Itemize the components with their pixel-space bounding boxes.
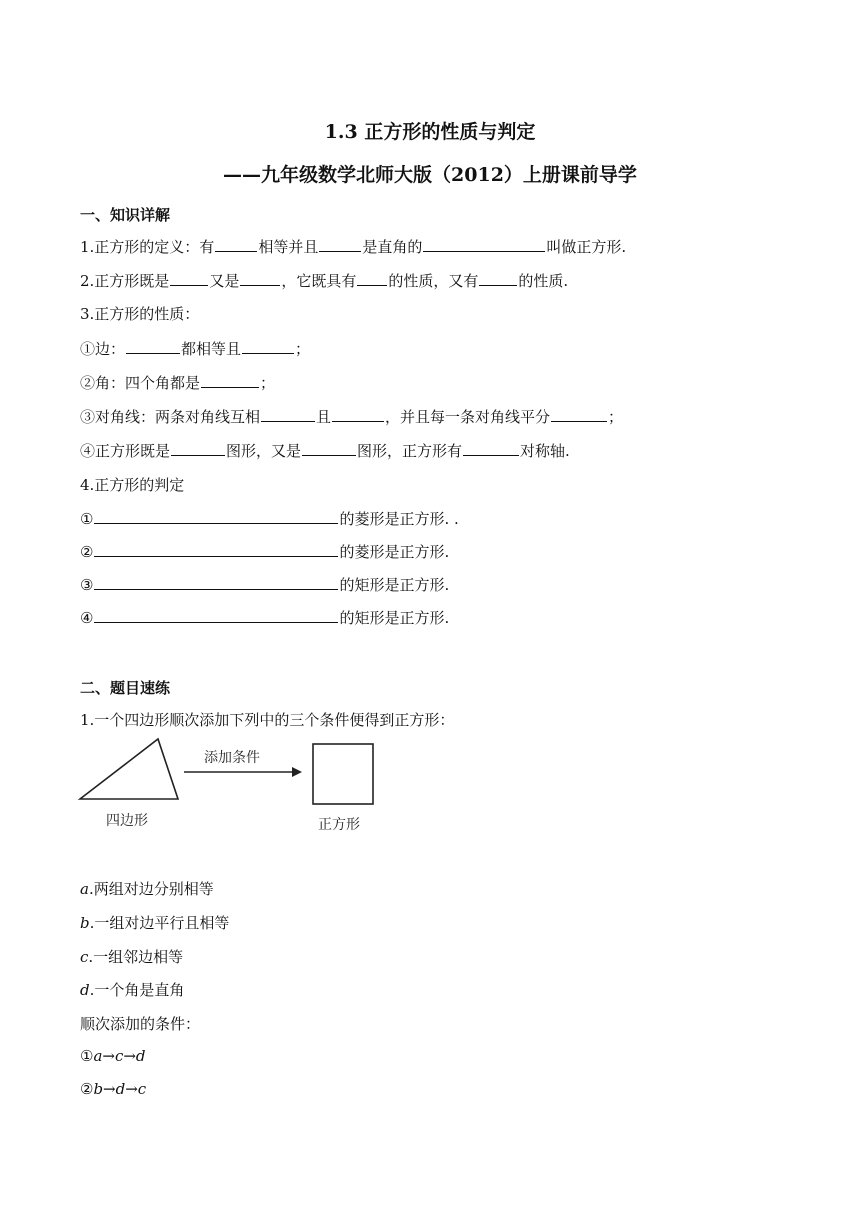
order-item: ②b→d→c bbox=[80, 1080, 147, 1098]
property-edge: ①边： 都相等且 ； bbox=[80, 340, 311, 358]
criteria-item: ② 的菱形是正方形. bbox=[80, 543, 450, 561]
criteria-heading: 4.正方形的判定 bbox=[80, 476, 185, 494]
order-heading: 顺次添加的条件： bbox=[80, 1015, 201, 1033]
quadrilateral-to-square-figure bbox=[76, 735, 386, 840]
answer-blank[interactable] bbox=[302, 441, 356, 456]
property-diagonal: ③对角线：两条对角线互相 且 ，并且每一条对角线平分 ； bbox=[80, 408, 624, 426]
option-d: d.一个角是直角 bbox=[80, 981, 185, 999]
answer-blank[interactable] bbox=[94, 509, 338, 524]
option-a: a.两组对边分别相等 bbox=[80, 880, 214, 898]
answer-blank[interactable] bbox=[479, 271, 517, 286]
section-heading-knowledge: 一、知识详解 bbox=[80, 206, 171, 224]
square-shape bbox=[313, 744, 373, 804]
quadrilateral-shape bbox=[80, 739, 178, 799]
practice-question: 1.一个四边形顺次添加下列中的三个条件便得到正方形： bbox=[80, 711, 455, 729]
answer-blank[interactable] bbox=[201, 373, 259, 388]
answer-blank[interactable] bbox=[319, 237, 361, 252]
answer-blank[interactable] bbox=[171, 441, 225, 456]
option-b: b.一组对边平行且相等 bbox=[80, 914, 230, 932]
order-item: ①a→c→d bbox=[80, 1047, 146, 1065]
answer-blank[interactable] bbox=[242, 339, 294, 354]
page-title: 1.3 正方形的性质与判定 bbox=[324, 121, 536, 143]
option-c: c.一组邻边相等 bbox=[80, 948, 184, 966]
answer-blank[interactable] bbox=[261, 407, 315, 422]
page-subtitle: ——九年级数学北师大版（2012）上册课前导学 bbox=[223, 164, 637, 186]
criteria-item: ③ 的矩形是正方形. bbox=[80, 576, 450, 594]
property-symmetry: ④正方形既是 图形，又是 图形，正方形有 对称轴. bbox=[80, 442, 570, 460]
criteria-item: ① 的菱形是正方形. . bbox=[80, 510, 459, 528]
square-label: 正方形 bbox=[318, 817, 360, 833]
property-angle: ②角：四个角都是 ； bbox=[80, 374, 276, 392]
answer-blank[interactable] bbox=[215, 237, 257, 252]
answer-blank[interactable] bbox=[94, 542, 338, 557]
answer-blank[interactable] bbox=[332, 407, 384, 422]
answer-blank[interactable] bbox=[94, 608, 338, 623]
quadrilateral-label: 四边形 bbox=[106, 813, 148, 829]
criteria-item: ④ 的矩形是正方形. bbox=[80, 609, 450, 627]
section-heading-practice: 二、题目速练 bbox=[80, 679, 171, 697]
answer-blank[interactable] bbox=[423, 237, 545, 252]
answer-blank[interactable] bbox=[551, 407, 607, 422]
relation-line: 2.正方形既是 又是 ，它既具有 的性质，又有 的性质. bbox=[80, 272, 569, 290]
properties-heading: 3.正方形的性质： bbox=[80, 305, 200, 323]
answer-blank[interactable] bbox=[170, 271, 208, 286]
answer-blank[interactable] bbox=[240, 271, 280, 286]
definition-line: 1.正方形的定义：有 相等并且 是直角的 叫做正方形. bbox=[80, 238, 627, 256]
arrow-label: 添加条件 bbox=[204, 750, 260, 766]
answer-blank[interactable] bbox=[126, 339, 180, 354]
answer-blank[interactable] bbox=[94, 575, 338, 590]
answer-blank[interactable] bbox=[357, 271, 387, 286]
arrow-head-icon bbox=[292, 767, 302, 777]
answer-blank[interactable] bbox=[463, 441, 519, 456]
